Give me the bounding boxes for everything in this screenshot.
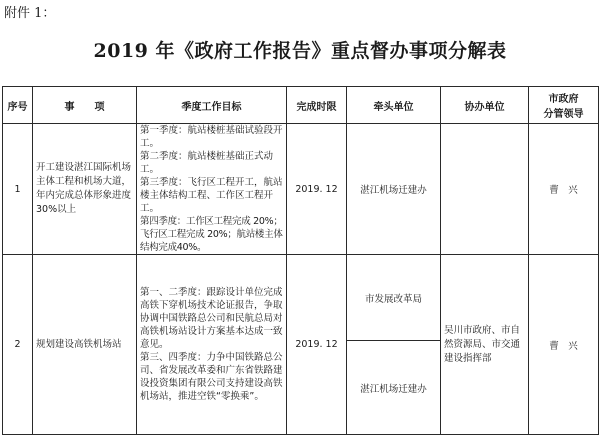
attachment-label: 附件 1： (4, 6, 56, 21)
row2-seq: 2 (3, 255, 33, 435)
table-row (3, 124, 599, 255)
row1-leader: 曹 兴 (529, 124, 599, 255)
row2-goal-h2: 第三、四季度：力争中国铁路总公司、省发展改革委和广东省铁路建设投资集团有限公司支持建设高铁机场站，推进空铁“零换乘”。 (140, 352, 283, 402)
row2-assist-unit: 吴川市政府、市自然资源局、市交通建设指挥部 (441, 255, 529, 435)
header-seq: 序号 (3, 87, 33, 124)
row1-goal-q4: 第四季度：工作区工程完成 20%；飞行区工程完成 20%；航站楼主体结构完成40%。 (140, 216, 283, 253)
header-leader-line1: 市政府 (548, 94, 579, 105)
row2-goal-h1: 第一、二季度：跟踪设计单位完成高铁下穿机场技术论证报告，争取协调中国铁路总公司和民航总局对高铁机场站设计方案基本达成一致意见。 (140, 287, 283, 350)
row1-goals (137, 124, 287, 255)
row1-item: 开工建设湛江国际机场主体工程和机场大道，年内完成总体形象进度30%以上 (33, 124, 137, 255)
row2-lead-unit-1: 市发展改革局 (347, 255, 441, 341)
row2-deadline: 2019. 12 (287, 255, 347, 435)
page-title: 2019 年《政府工作报告》重点督办事项分解表 (93, 40, 507, 62)
row2-lead-unit-2: 湛江机场迁建办 (347, 341, 441, 435)
row1-seq: 1 (3, 124, 33, 255)
row1-assist-unit (441, 124, 529, 255)
row1-goal-q1: 第一季度：航站楼桩基础试验段开工。 (140, 125, 283, 149)
row2-goals (137, 255, 287, 435)
row2-leader: 曹 兴 (529, 255, 599, 435)
header-leader-line2: 分管领导 (543, 109, 584, 120)
row1-goal-q2: 第二季度：航站楼桩基础正式动工。 (140, 151, 274, 175)
header-item: 事 项 (33, 87, 137, 124)
row1-lead-unit: 湛江机场迁建办 (347, 124, 441, 255)
header-leader (529, 87, 599, 124)
header-deadline: 完成时限 (287, 87, 347, 124)
header-goals: 季度工作目标 (137, 87, 287, 124)
table-row (3, 255, 599, 341)
header-assist-unit: 协办单位 (441, 87, 529, 124)
row2-item: 规划建设高铁机场站 (33, 255, 137, 435)
table-header-row (3, 87, 599, 124)
row1-deadline: 2019. 12 (287, 124, 347, 255)
header-lead-unit: 牵头单位 (347, 87, 441, 124)
row1-goal-q3: 第三季度：飞行区工程开工，航站楼主体结构工程、工作区工程开工。 (140, 177, 283, 214)
supervision-table (2, 86, 599, 435)
